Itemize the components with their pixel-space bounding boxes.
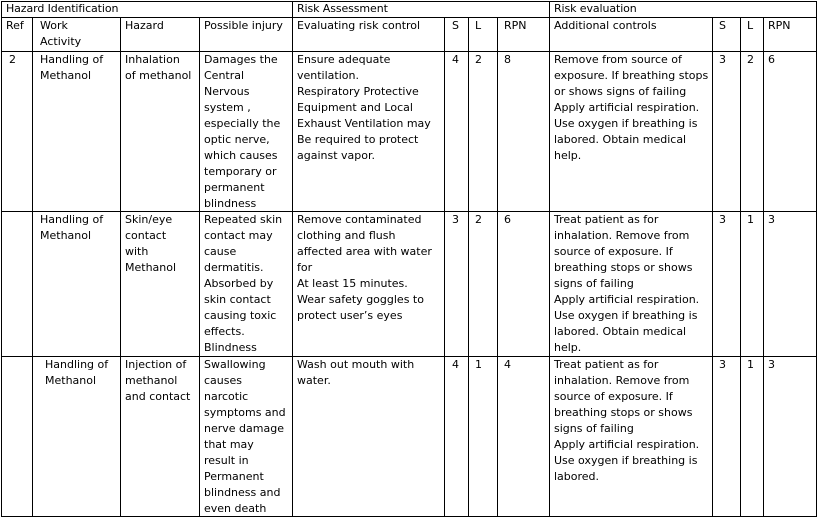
cell-likelihood-2: 1 [747, 213, 754, 226]
cell-severity: 4 [452, 53, 459, 66]
header-rpn-2: RPN [768, 19, 791, 32]
cell-control: Ensure adequate ventilation. Respiratory Protective Equipment and Local Exhaust Ventilation may Be required to protect against vapor. [297, 53, 431, 162]
cell-additional: Treat patient as for inhalation. Remove from source of exposure. If breathing stops or shows signs of failing Apply artificial respiration. Use oxygen if breathing is labored. Obtain medical help. [554, 213, 700, 354]
header-additional-controls: Additional controls [554, 19, 657, 32]
cell-severity-2: 3 [719, 53, 726, 66]
cell-hazard: Inhalation of methanol [125, 53, 192, 82]
header-evaluating-risk-control: Evaluating risk control [297, 19, 421, 32]
cell-activity: Handling of Methanol [45, 358, 109, 387]
header-hazard: Hazard [125, 19, 164, 32]
cell-likelihood: 2 [475, 213, 482, 226]
header-severity-2: S [719, 19, 726, 32]
cell-hazard: Skin/eye contact with Methanol [125, 213, 177, 274]
header-ref: Ref [6, 19, 24, 32]
cell-severity-2: 3 [719, 213, 726, 226]
cell-control: Remove contaminated clothing and flush affected area with water for At least 15 minutes. Wear safety goggles to protect user’s eyes [297, 213, 432, 322]
header-work-activity: Work Activity [40, 19, 82, 48]
cell-severity-2: 3 [719, 358, 726, 371]
cell-hazard: Injection of methanol and contact [125, 358, 191, 403]
cell-likelihood: 1 [475, 358, 482, 371]
cell-injury: Damages the Central Nervous system , especially the optic nerve, which causes temporary or permanent blindness [204, 53, 281, 210]
cell-severity: 4 [452, 358, 459, 371]
cell-injury: Swallowing causes narcotic symptoms and nerve damage that may result in Permanent blindness and even death [204, 358, 286, 515]
cell-rpn: 6 [504, 213, 511, 226]
cell-severity: 3 [452, 213, 459, 226]
cell-rpn-2: 6 [768, 53, 775, 66]
cell-rpn: 4 [504, 358, 511, 371]
section-hazard-identification: Hazard Identification [6, 2, 119, 15]
header-likelihood: L [475, 19, 482, 32]
header-possible-injury: Possible injury [204, 19, 283, 32]
risk-assessment-table [1, 1, 817, 517]
cell-likelihood: 2 [475, 53, 482, 66]
header-likelihood-2: L [747, 19, 754, 32]
header-rpn: RPN [504, 19, 527, 32]
cell-additional: Remove from source of exposure. If breathing stops or shows signs of failing Apply artificial respiration. Use oxygen if breathing is labored. Obtain medical help. [554, 53, 709, 162]
cell-likelihood-2: 1 [747, 358, 754, 371]
cell-activity: Handling of Methanol [40, 213, 104, 242]
section-risk-assessment: Risk Assessment [297, 2, 388, 15]
cell-injury: Repeated skin contact may cause dermatitis. Absorbed by skin contact causing toxic effects. Blindness [204, 213, 283, 354]
cell-rpn: 8 [504, 53, 511, 66]
cell-rpn-2: 3 [768, 213, 775, 226]
header-severity: S [452, 19, 459, 32]
cell-activity: Handling of Methanol [40, 53, 104, 82]
section-risk-evaluation: Risk evaluation [554, 2, 637, 15]
cell-control: Wash out mouth with water. [297, 358, 415, 387]
cell-likelihood-2: 2 [747, 53, 754, 66]
cell-rpn-2: 3 [768, 358, 775, 371]
cell-additional: Treat patient as for inhalation. Remove from source of exposure. If breathing stops or shows signs of failing Apply artificial respiration. Use oxygen if breathing is labored. [554, 358, 700, 483]
cell-ref: 2 [9, 53, 16, 66]
